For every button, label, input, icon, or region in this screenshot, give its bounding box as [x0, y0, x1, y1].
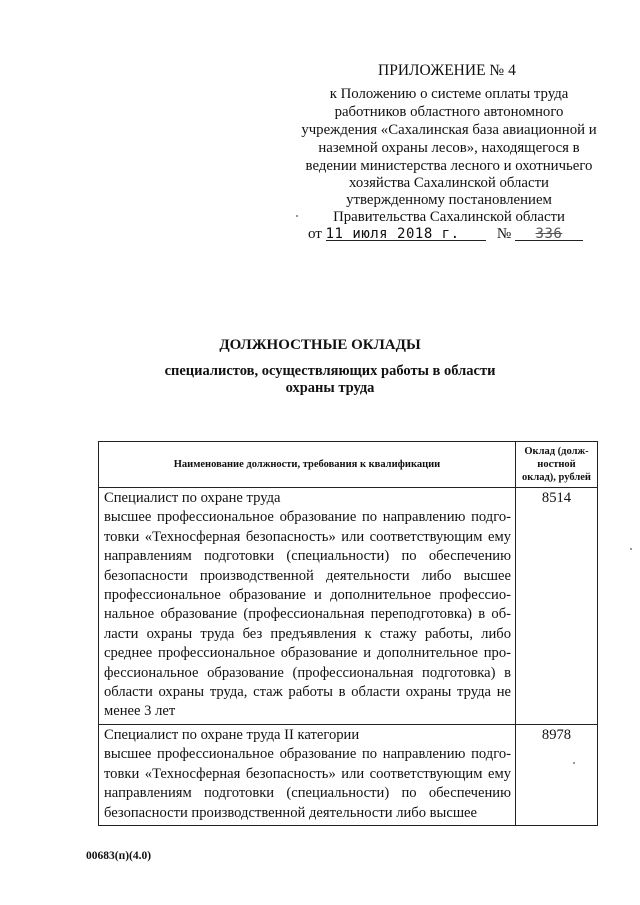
appendix-line: наземной охраны лесов», находящегося в [318, 140, 580, 156]
salary-table [98, 441, 598, 826]
appendix-line: утвержденному постановлением [346, 192, 552, 208]
position-requirements: высшее профессиональное образование по направлению подго-товки «Техносферная безопасность» или соответствующим ему направлениям подготовки (специальности) по обеспечению безопасности производственной деятельности либо высшее профессиональное образование и дополнительное профессио-нальное образование (профессиональная переподготовка) в об-ласти охраны труда без предъявления к стажу работы, либо среднее профессиональное образование и дополнительное про-фессиональное образование (профессиональная подготовка) в области охраны труда, стаж работы в области охраны труда не менее 3 лет [104, 509, 511, 720]
date-underline [326, 226, 486, 241]
document-code: 00683(п)(4.0) [86, 850, 152, 862]
scan-speck [630, 548, 632, 550]
resolution-date: 11 июля 2018 г. [325, 226, 460, 242]
salary-value: 8514 [516, 488, 598, 725]
position-cell [99, 488, 516, 725]
document-subtitle: специалистов, осуществляющих работы в области охраны труда [164, 363, 496, 396]
position-title: Специалист по охране труда II категории [104, 726, 360, 743]
appendix-line: ведении министерства лесного и охотничьего [305, 158, 593, 174]
table-row [99, 724, 598, 825]
document-title: ДОЛЖНОСТНЫЕ ОКЛАДЫ [219, 337, 421, 353]
appendix-line: учреждения «Сахалинская база авиационной и [301, 122, 597, 138]
resolution-number: 336 [535, 226, 563, 242]
resolution-date-line [308, 226, 583, 243]
number-underline [515, 226, 583, 241]
scan-speck [296, 215, 298, 217]
appendix-line: работников областного автономного [334, 104, 564, 120]
table-header-row [99, 442, 598, 488]
appendix-line: к Положению о системе оплаты труда [329, 86, 569, 102]
appendix-line: хозяйства Сахалинской области [349, 175, 549, 191]
salary-value: 8978 [516, 724, 598, 825]
position-cell [99, 724, 516, 825]
position-requirements: высшее профессиональное образование по направлению подго-товки «Техносферная безопасность» или соответствующим ему направлениям подготовки (специальности) по обеспечению безопасности производственной деятельности либо высшее [104, 746, 511, 821]
position-title: Специалист по охране труда [104, 490, 281, 506]
appendix-title: ПРИЛОЖЕНИЕ № 4 [378, 62, 516, 79]
table-row [99, 488, 598, 725]
date-prefix: от [308, 226, 322, 242]
header-position: Наименование должности, требования к квалификации [99, 442, 516, 488]
scan-speck [573, 762, 575, 764]
appendix-line: Правительства Сахалинской области [333, 209, 565, 225]
header-salary: Оклад (долж-ностной оклад), рублей [516, 442, 598, 488]
number-label: № [496, 226, 512, 242]
